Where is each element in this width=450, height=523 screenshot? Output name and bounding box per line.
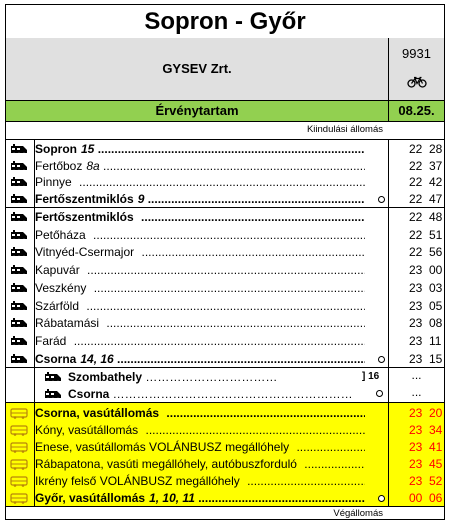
stop-marker — [378, 356, 385, 363]
time-minute: 28 — [429, 142, 443, 156]
train-icon — [10, 247, 28, 258]
stop-name: Pinnye — [35, 175, 72, 189]
train-icon — [10, 212, 28, 223]
bus-icon — [10, 493, 28, 504]
rail-stop-row — [6, 209, 444, 225]
connection-from-time: ... — [411, 385, 422, 399]
bus-stop-row — [6, 473, 444, 489]
time-minute: 05 — [429, 298, 443, 313]
time-minute: 37 — [429, 158, 443, 173]
stop-marker — [376, 390, 383, 397]
rail-stop-row — [6, 141, 444, 157]
time-minute: 03 — [429, 280, 443, 295]
train-icon — [44, 389, 62, 400]
time-hour: 23 — [409, 280, 423, 295]
train-icon — [10, 301, 28, 312]
stop-name: Ikrény felső VOLÁNBUSZ megállóhely — [35, 474, 240, 488]
time-hour: 23 — [409, 298, 423, 313]
rail-stop-row — [6, 227, 444, 243]
operator-name: GYSEV Zrt. — [162, 61, 232, 76]
train-icon — [10, 194, 28, 205]
train-icon — [10, 161, 28, 172]
time-hour: 23 — [409, 333, 423, 348]
stop-name: Fertőszentmiklós — [35, 210, 134, 224]
train-icon — [10, 354, 28, 365]
stop-name: Csorna — [35, 351, 77, 366]
time-hour: 23 — [409, 406, 423, 420]
bicycle-icon — [407, 76, 427, 88]
bus-icon — [10, 408, 28, 419]
track-number: 8a — [86, 158, 100, 173]
time-minute: 11 — [429, 333, 442, 348]
time-minute: 41 — [429, 440, 443, 454]
stop-name: Petőháza — [35, 227, 86, 242]
time-hour: 22 — [409, 158, 423, 173]
bus-stop-row — [6, 490, 444, 506]
bus-stop-row — [6, 405, 444, 421]
stop-name: Szárföld — [35, 298, 80, 313]
time-minute: 45 — [429, 457, 443, 471]
time-hour: 23 — [409, 474, 423, 488]
arrival-note: Végállomás — [333, 508, 383, 519]
rail-stop-row — [6, 262, 444, 278]
rail-stop-row — [6, 191, 444, 207]
time-minute: 34 — [429, 423, 443, 437]
time-hour: 23 — [409, 316, 423, 331]
time-hour: 00 — [409, 491, 423, 505]
connection-to-suffix: ] 16 — [362, 371, 380, 382]
train-icon — [44, 372, 62, 383]
connection-from-name: Csorna — [68, 387, 110, 401]
track-number: 1, 10, 11 — [149, 491, 195, 505]
train-icon — [10, 144, 28, 155]
time-minute: 42 — [429, 175, 443, 189]
time-hour: 23 — [409, 457, 423, 471]
rail-stop-row — [6, 298, 444, 314]
validity-label: Érvénytartam — [155, 103, 239, 118]
time-hour: 23 — [409, 440, 423, 454]
time-minute: 48 — [429, 210, 443, 224]
connection-dots: …………………………… — [145, 370, 278, 384]
train-icon — [10, 230, 28, 241]
time-hour: 23 — [409, 351, 423, 366]
rail-stop-row — [6, 244, 444, 260]
train-number: 9931 — [402, 46, 431, 61]
stop-marker — [378, 196, 385, 203]
page-title: Sopron - Győr — [6, 5, 444, 39]
stop-name: Sopron — [35, 142, 77, 156]
connection-to-time: ... — [411, 368, 422, 382]
stop-name: Csorna, vasútállomás — [35, 406, 160, 420]
time-minute: 52 — [429, 474, 443, 488]
train-icon — [10, 177, 28, 188]
stop-name: Enese, vasútállomás VOLÁNBUSZ megállóhely — [35, 440, 290, 454]
time-minute: 20 — [429, 406, 443, 420]
stop-name: Vitnyéd-Csermajor — [35, 245, 135, 260]
time-hour: 23 — [409, 423, 423, 437]
bus-icon — [10, 476, 28, 487]
stop-name: Kapuvár — [35, 263, 80, 278]
train-icon — [10, 318, 28, 329]
connection-to-row — [40, 369, 388, 385]
bus-stop-row — [6, 439, 444, 455]
rail-stop-row — [6, 158, 444, 174]
stop-name: Fertőboz — [35, 158, 83, 173]
track-number: 14, 16 — [80, 351, 114, 366]
time-minute: 56 — [429, 245, 443, 260]
track-number: 15 — [81, 142, 95, 156]
rail-stop-row — [6, 174, 444, 190]
rail-stop-row — [6, 315, 444, 331]
time-hour: 22 — [409, 210, 423, 224]
time-hour: 22 — [409, 245, 423, 260]
connection-from-row: Csorna …………………………………………………… — [40, 386, 388, 402]
stop-name: Farád — [35, 333, 67, 348]
time-hour: 22 — [409, 227, 423, 242]
time-hour: 23 — [409, 263, 423, 278]
time-minute: 08 — [429, 316, 443, 331]
train-icon — [10, 265, 28, 276]
time-minute: 47 — [429, 191, 443, 206]
bus-icon — [10, 442, 28, 453]
bus-stop-row — [6, 456, 444, 472]
time-minute: 51 — [429, 227, 443, 242]
stop-name: Fertőszentmiklós — [35, 191, 134, 206]
track-number: 9 — [137, 191, 145, 206]
header-band — [6, 38, 444, 101]
time-minute: 06 — [429, 491, 443, 505]
stop-name: Rábatamási — [35, 316, 100, 331]
validity-date: 08.25. — [398, 103, 435, 118]
rail-stop-row — [6, 351, 444, 367]
bus-stop-row — [6, 422, 444, 438]
train-icon — [10, 283, 28, 294]
time-hour: 22 — [409, 175, 423, 189]
stop-name: Kóny, vasútállomás — [35, 423, 139, 437]
train-icon — [10, 336, 28, 347]
bus-icon — [10, 459, 28, 470]
bus-icon — [10, 425, 28, 436]
departure-note: Kiindulási állomás — [306, 124, 383, 135]
connection-to-name: Szombathely — [68, 370, 143, 384]
stop-name: Rábapatona, vasúti megállóhely, autóbuszforduló — [35, 457, 297, 471]
stop-name: Győr, vasútállomás — [35, 491, 146, 505]
time-hour: 22 — [409, 142, 423, 156]
time-minute: 00 — [429, 263, 443, 278]
timetable — [5, 4, 445, 520]
stop-marker — [378, 495, 385, 502]
time-hour: 22 — [409, 191, 423, 206]
rail-stop-row — [6, 280, 444, 296]
stop-name: Veszkény — [35, 280, 87, 295]
rail-stop-row — [6, 333, 444, 349]
validity-row — [6, 101, 444, 122]
time-minute: 15 — [429, 351, 443, 366]
